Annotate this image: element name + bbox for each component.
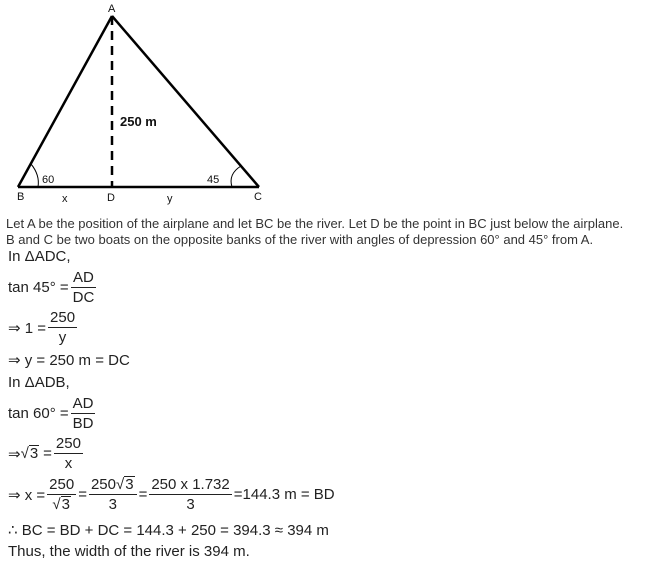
- fraction-numerator: AD: [72, 395, 94, 412]
- equation-tan60: [8, 395, 97, 432]
- radical-sign: √: [20, 445, 29, 462]
- radicand: 3: [29, 445, 39, 462]
- fraction-numerator: [89, 476, 137, 495]
- therefore-line: ∴ BC = BD + DC = 144.3 + 250 = 394.3 ≈ 394 m: [8, 522, 329, 539]
- fraction-numerator: 250: [55, 435, 81, 452]
- step3-equals: =: [43, 445, 52, 462]
- fraction-numerator: 250 x 1.732: [151, 476, 230, 493]
- angle-arc-b: [31, 164, 38, 187]
- tan60-lhs: tan 60° =: [8, 405, 69, 422]
- angle-c-label: 45: [207, 174, 220, 186]
- fraction-denominator: 3: [186, 496, 195, 513]
- sqrt-3: [21, 445, 40, 462]
- height-label: 250 m: [120, 114, 157, 129]
- step4-lhs: ⇒ x =: [8, 486, 46, 504]
- fraction-numerator: 250: [50, 309, 76, 326]
- step4-equals-1: =: [78, 486, 87, 503]
- side-ab: [18, 16, 112, 187]
- fraction-ad-bd: [71, 395, 96, 432]
- fraction-numerator: AD: [73, 269, 94, 286]
- equation-step-1: [8, 309, 79, 346]
- side-ac: [112, 16, 259, 187]
- fraction-denominator: 3: [108, 496, 117, 513]
- fraction-250-sqrt3: [47, 476, 76, 513]
- step4-equals-2: =: [138, 486, 148, 503]
- intro-line-1: Let A be the position of the airplane and let BC be the river. Let D be the point in BC just below the airplane.: [6, 216, 624, 231]
- radical-sign: √: [52, 496, 61, 513]
- fraction-denominator: DC: [72, 289, 95, 306]
- vertex-b-label: B: [17, 191, 25, 203]
- segment-dc-label: y: [167, 193, 173, 205]
- radicand: 3: [125, 476, 134, 493]
- conclusion-line: Thus, the width of the river is 394 m.: [8, 543, 250, 560]
- angle-b-label: 60: [42, 174, 55, 186]
- radical-sign: √: [116, 476, 125, 493]
- tan45-lhs: tan 45° =: [8, 279, 69, 296]
- fraction-numerator: 250: [49, 476, 75, 493]
- fraction-250sqrt3-3: [89, 476, 137, 513]
- equation-step-4: [8, 476, 335, 513]
- intro-line-2: B and C be two boats on the opposite banks of the river with angles of depression 60° and 45° from A.: [6, 232, 594, 247]
- heading-in-adc: In ΔADC,: [8, 248, 71, 265]
- radicand: 3: [61, 496, 70, 513]
- segment-bd-label: x: [62, 193, 68, 205]
- vertex-a-label: A: [108, 3, 116, 15]
- numerator-coefficient: 250: [90, 476, 116, 493]
- fraction-250-y: [48, 309, 77, 346]
- step4-result: =144.3 m = BD: [233, 486, 335, 503]
- heading-in-adb: In ΔADB,: [8, 374, 70, 391]
- fraction-denominator: x: [64, 455, 73, 472]
- vertex-c-label: C: [254, 191, 262, 203]
- equation-step-3: [8, 435, 85, 472]
- vertex-d-label: D: [107, 192, 115, 204]
- fraction-250-x: [54, 435, 83, 472]
- step3-lhs: ⇒: [8, 445, 21, 463]
- fraction-denominator: BD: [72, 415, 94, 432]
- triangle-figure: [0, 0, 660, 210]
- equation-step-2: ⇒ y = 250 m = DC: [8, 352, 130, 369]
- fraction-ad-dc: [71, 269, 97, 306]
- step1-lhs: ⇒ 1 =: [8, 319, 47, 337]
- sqrt-3: [52, 496, 71, 513]
- fraction-denominator: y: [58, 329, 67, 346]
- fraction-denominator: [50, 495, 73, 513]
- sqrt-3: [116, 476, 135, 493]
- equation-tan45: [8, 269, 98, 306]
- angle-arc-c: [231, 166, 241, 187]
- fraction-numeric: [149, 476, 231, 513]
